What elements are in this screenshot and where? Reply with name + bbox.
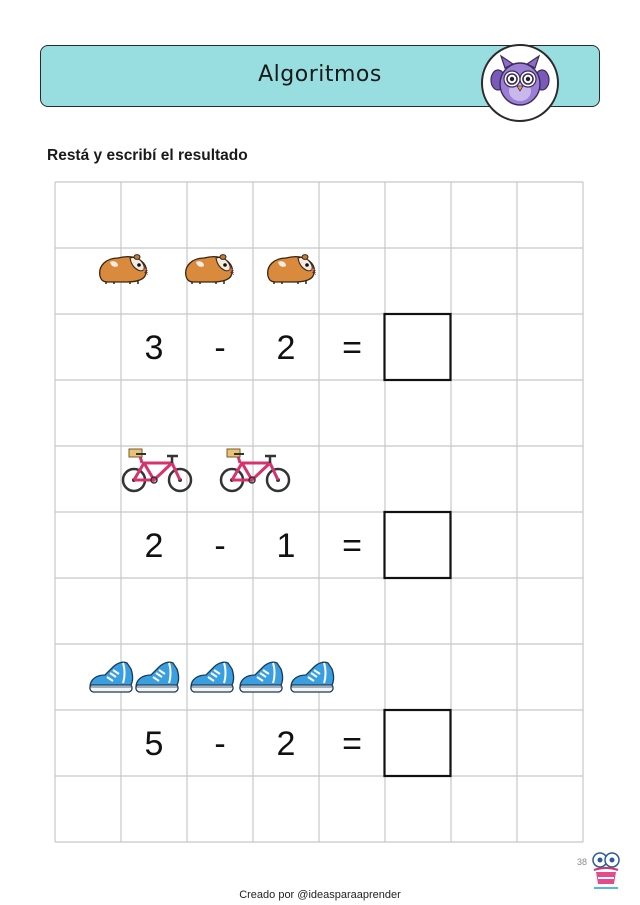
picture-group [90,662,334,692]
minuend-number: 2 [144,527,164,565]
minuend-number: 5 [144,725,164,763]
bicycle-icon [123,449,191,491]
footer-credit: Creado por @ideasparaaprender [239,889,401,901]
page-number: 38 [577,857,588,867]
answer-box[interactable] [385,710,451,776]
minus-sign: - [214,725,226,763]
minuend-number: 3 [144,329,164,367]
guinea-pig-icon [186,255,238,284]
picture-group [123,449,289,491]
picture-group [100,255,320,284]
answer-box[interactable] [385,512,451,578]
equals-sign: = [342,725,362,763]
answer-box[interactable] [385,314,451,380]
instruction-text: Restá y escribí el resultado [47,147,248,164]
minus-sign: - [214,527,226,565]
sneaker-icon [90,662,133,692]
minus-sign: - [214,329,226,367]
sneaker-icon [291,662,334,692]
sneaker-icon [191,662,234,692]
guinea-pig-icon [100,255,152,284]
guinea-pig-icon [268,255,320,284]
equals-sign: = [342,329,362,367]
bicycle-icon [221,449,289,491]
page-title: Algoritmos [258,62,382,87]
subtrahend-number: 2 [276,329,296,367]
equals-sign: = [342,527,362,565]
subtrahend-number: 2 [276,725,296,763]
subtrahend-number: 1 [276,527,296,565]
sneaker-icon [240,662,283,692]
ideas-para-aprender-logo-icon [588,850,624,892]
sneaker-icon [136,662,179,692]
